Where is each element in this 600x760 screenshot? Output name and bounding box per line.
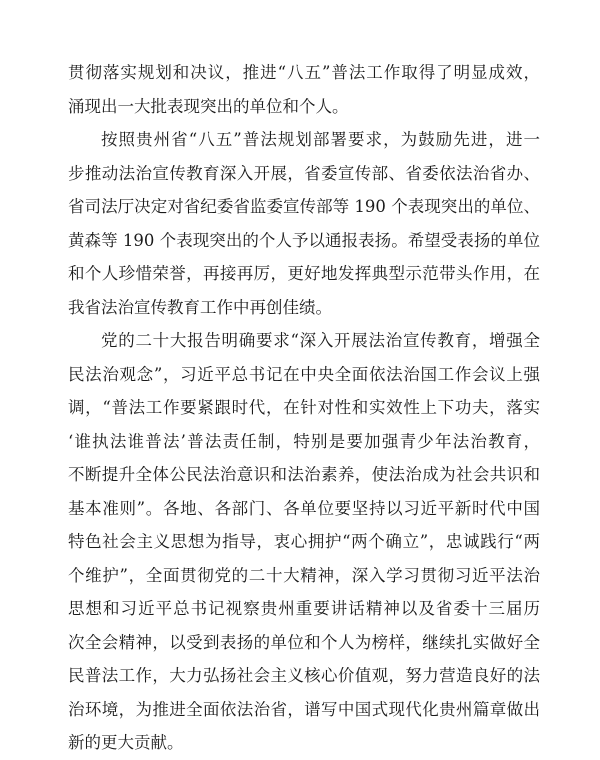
paragraph-1 [68, 56, 540, 123]
text-line: 新的更大贡献。 [68, 733, 184, 752]
text-line: 治环境，为推进全面依法治省，谱写中国式现代化贵州篇章做出 [68, 699, 540, 719]
text-line: 省司法厅决定对省纪委省监委宣传部等 190 个表现突出的单位、 [68, 197, 540, 216]
text-line: 民普法工作，大力弘扬社会主义核心价值观，努力营造良好的法 [68, 666, 540, 685]
text-line: 步推动法治宣传教育深入开展，省委宣传部、省委依法治省办、 [68, 163, 540, 183]
text-line: 贯彻落实规划和决议，推进“八五”普法工作取得了明显成效， [68, 63, 540, 82]
text-line: 次全会精神，以受到表扬的单位和个人为榜样，继续扎实做好全 [68, 632, 540, 652]
text-line: 党的二十大报告明确要求“深入开展法治宣传教育，增强全 [101, 331, 540, 350]
text-line: 思想和习近平总书记视察贵州重要讲话精神以及省委十三届历 [68, 599, 540, 618]
paragraph-2 [68, 123, 540, 324]
text-line: 个维护”，全面贯彻党的二十大精神，深入学习贯彻习近平法治 [68, 565, 540, 585]
text-line: 和个人珍惜荣誉，再接再厉，更好地发挥典型示范带头作用，在 [68, 264, 540, 283]
text-line: 不断提升全体公民法治意识和法治素养，使法治成为社会共识和 [68, 465, 540, 484]
text-line: 按照贵州省“八五”普法规划部署要求，为鼓励先进，进一 [101, 130, 540, 149]
text-line: 涌现出一大批表现突出的单位和个人。 [68, 96, 349, 116]
text-line: 调，“普法工作要紧跟时代，在针对性和实效性上下功夫，落实 [68, 398, 540, 417]
text-line: ‘谁执法谁普法’普法责任制，特别是要加强青少年法治教育， [68, 431, 540, 451]
text-line: 黄森等 190 个表现突出的个人予以通报表扬。希望受表扬的单位 [68, 230, 540, 250]
paragraph-3 [68, 324, 540, 760]
text-line: 基本准则”。各地、各部门、各单位要坚持以习近平新时代中国 [68, 498, 540, 518]
text-line: 我省法治宣传教育工作中再创佳绩。 [68, 297, 332, 317]
text-line: 特色社会主义思想为指导，衷心拥护“两个确立”，忠诚践行“两 [68, 532, 540, 551]
text-line: 民法治观念”，习近平总书记在中央全面依法治国工作会议上强 [68, 364, 540, 384]
